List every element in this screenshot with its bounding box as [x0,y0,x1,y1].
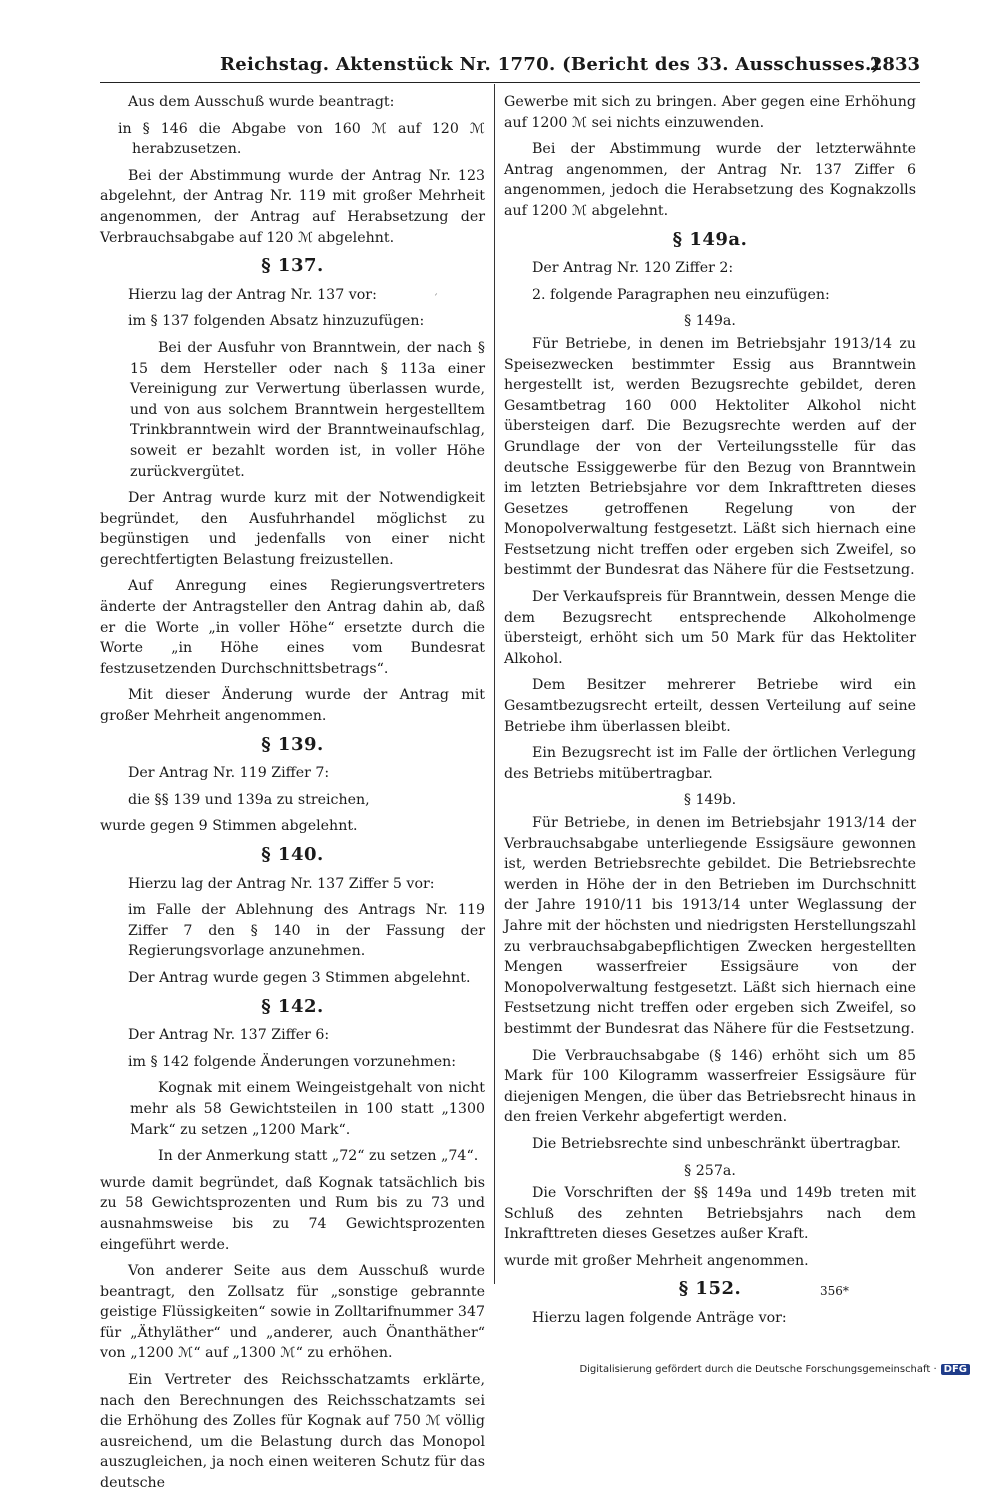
page-header [100,52,920,82]
section-heading: § 152. [678,1278,742,1300]
running-title: Reichstag. Aktenstück Nr. 1770. (Bericht des 33. Ausschusses.) [220,54,881,75]
dfg-logo: DFG [941,1364,970,1375]
quoted-paragraph: Ein Bezugsrecht ist im Falle der örtlichen Verlegung des Betriebs mitübertragbar. [504,745,916,782]
section-heading: § 137. [261,255,324,277]
quoted-paragraph: In der Anmerkung statt „72“ zu setzen „74“. [158,1148,479,1165]
quoted-paragraph: Kognak mit einem Weingeistgehalt von nicht mehr als 58 Gewichtsteilen in 100 statt „1300 Mark“ zu setzen „1200 Mark“. [130,1080,485,1138]
paragraph: wurde gegen 9 Stimmen abgelehnt. [100,818,358,835]
quoted-paragraph: Der Verkaufspreis für Branntwein, dessen Menge die dem Bezugsrecht entsprechende Alkoholmenge übersteigt, erhöht sich um 50 Mark für das Hektoliter Alkohol. [504,589,916,667]
left-column [100,92,485,1500]
paragraph: im § 142 folgende Änderungen vorzunehmen: [128,1053,457,1070]
subsection-heading: § 257a. [684,1162,736,1179]
header-rule [100,82,920,83]
section-heading: § 140. [261,844,324,865]
paragraph: Hierzu lagen folgende Anträge vor: [532,1310,787,1327]
quoted-paragraph: Dem Besitzer mehrerer Betriebe wird ein Gesamtbezugsrecht erteilt, dessen Verteilung auf seine Betriebe ihm überlassen bleibt. [504,677,916,735]
paragraph: Aus dem Ausschuß wurde beantragt: [128,94,395,110]
quoted-paragraph: Die Vorschriften der §§ 149a und 149b treten mit Schluß des zehnten Betriebsjahrs nach dem Inkrafttreten dieses Gesetzes außer Kraft. [504,1185,916,1243]
paragraph: Bei der Abstimmung wurde der letzterwähnte Antrag angenommen, der Antrag Nr. 137 Ziffer 6 angenommen, jedoch die Herabsetzung des Kognakzolls auf 1200 ℳ abgelehnt. [504,141,916,219]
paragraph: die §§ 139 und 139a zu streichen, [128,791,370,808]
paragraph: Hierzu lag der Antrag Nr. 137 vor: [128,286,377,303]
section-heading: § 142. [261,995,324,1017]
digitization-footer [579,1364,970,1375]
paragraph: Mit dieser Änderung wurde der Antrag mit großer Mehrheit angenommen. [100,687,485,725]
paragraph: 2. folgende Paragraphen neu einzufügen: [532,286,830,303]
paragraph: in § 146 die Abgabe von 160 ℳ auf 120 ℳ herabzusetzen. [118,120,485,158]
column-divider [494,84,495,1284]
subsection-heading: § 149a. [684,313,736,330]
quoted-paragraph: Für Betriebe, in denen im Betriebsjahr 1913/14 der Verbrauchsabgabe unterliegende Essigsäure gewonnen ist, werden Betriebsrechte gebildet. Die Betriebsrechte werden in Höhe der in den Betrieben im Durchschnitt der Jahre 1910/11 bis 1913/14 unter Weglassung der Jahre mit der höchsten und niedrigsten Herstellungszahl zu verbrauchsabgabepflichtigen Zwecken hergestellten Mengen wasserfreier Essigsäure von der Monopolverwaltung festgesetzt. Läßt sich hiernach eine Festsetzung nicht treffen oder ergeben sich Zweifel, so bestimmt der Bundesrat das Nähere für die Festsetzung. [504,815,916,1037]
paragraph: Bei der Abstimmung wurde der Antrag Nr. 123 abgelehnt, der Antrag Nr. 119 mit großer Mehrheit angenommen, der Antrag auf Herabsetzung der Verbrauchsabgabe auf 120 ℳ abgelehnt. [100,167,485,246]
quoted-paragraph: Die Verbrauchsabgabe (§ 146) erhöht sich um 85 Mark für 100 Kilogramm wasserfreier Essigsäure für diejenigen Mengen, die über das Betriebsrecht hinaus in den freien Verkehr abgefertigt werden. [504,1047,916,1126]
paragraph: Der Antrag wurde kurz mit der Notwendigkeit begründet, den Ausfuhrhandel möglichst zu begünstigen und jedenfalls von einer nicht gerechtfertigten Belastung freizustellen. [100,490,485,568]
margin-mark: ˊ [433,294,438,305]
paragraph: Der Antrag Nr. 120 Ziffer 2: [532,260,734,277]
paragraph: Gewerbe mit sich zu bringen. Aber gegen eine Erhöhung auf 1200 ℳ sei nichts einzuwenden. [504,94,916,131]
paragraph: Auf Anregung eines Regierungsvertreters änderte der Antragsteller den Antrag dahin ab, daß er die Worte „in voller Höhe“ ersetzte durch die Worte „in Höhe eines vom Bundesrat festzusetzenden Durchschnittsbetrags“. [100,578,485,677]
section-heading: § 139. [261,733,324,755]
quoted-paragraph: Bei der Ausfuhr von Branntwein, der nach § 15 dem Hersteller oder nach § 113a einer Vereinigung zur Verwertung überlassen wurde, und von aus solchem Branntwein hergestelltem Trinkbranntwein wird der Branntweinaufschlag, soweit er bezahlt worden ist, in voller Höhe zurückvergütet. [130,339,485,480]
paragraph: Der Antrag wurde gegen 3 Stimmen abgelehnt. [128,969,471,986]
paragraph: Der Antrag Nr. 119 Ziffer 7: [128,765,330,782]
page-number: 2833 [869,54,920,75]
footer-text: Digitalisierung gefördert durch die Deutsche Forschungsgemeinschaft · [579,1364,937,1375]
paragraph: wurde damit begründet, daß Kognak tatsächlich bis zu 58 Gewichtsprozenten und Rum bis zu 73 und ausnahmsweise bis zu 74 Gewichtsprozenten eingeführt werde. [100,1174,485,1253]
paragraph: Ein Vertreter des Reichsschatzamts erklärte, nach den Berechnungen des Reichsschatzamts sei die Erhöhung des Zolles für Kognak auf 750 ℳ völlig ausreichend, um die Belastung durch das Monopol auszugleichen, ja noch einen weiteren Schutz für das deutsche [100,1372,485,1492]
paragraph: im § 137 folgenden Absatz hinzuzufügen: [128,313,425,330]
subsection-heading: § 149b. [683,792,737,809]
paragraph: wurde mit großer Mehrheit angenommen. [504,1252,809,1269]
paragraph: Der Antrag Nr. 137 Ziffer 6: [128,1027,330,1044]
quoted-paragraph: Die Betriebsrechte sind unbeschränkt übertragbar. [532,1135,901,1152]
paragraph: Von anderer Seite aus dem Ausschuß wurde beantragt, den Zollsatz für „sonstige gebrannte geistige Flüssigkeiten“ sowie in Zolltarifnummer 347 für „Äthyläther“ und „anderer, auch Önanthäther“ von „1200 ℳ“ auf „1300 ℳ“ zu erhöhen. [100,1263,485,1362]
section-heading: § 149a. [672,228,748,250]
signature-mark: 356* [820,1284,849,1298]
quoted-paragraph: Für Betriebe, in denen im Betriebsjahr 1913/14 zu Speisezwecken bestimmter Essig aus Branntwein hergestellt ist, werden Bezugsrechte gebildet, deren Gesamtbetrag 160 000 Hektoliter Alkohol nicht übersteigen darf. Die Bezugsrechte werden auf der Grundlage der von der Verteilungsstelle für das deutsche Essiggewerbe für den Bezug von Branntwein im letzten Betriebsjahre vor dem Inkrafttreten dieses Gesetzes getroffenen Regelung von der Monopolverwaltung festgesetzt. Läßt sich hiernach eine Festsetzung nicht treffen oder ergeben sich Zweifel, so bestimmt der Bundesrat das Nähere für die Festsetzung. [504,335,916,579]
paragraph: Hierzu lag der Antrag Nr. 137 Ziffer 5 vor: [128,875,435,892]
right-column [504,92,916,1335]
paragraph: im Falle der Ablehnung des Antrags Nr. 119 Ziffer 7 den § 140 in der Fassung der Regierungsvorlage anzunehmen. [128,902,485,960]
